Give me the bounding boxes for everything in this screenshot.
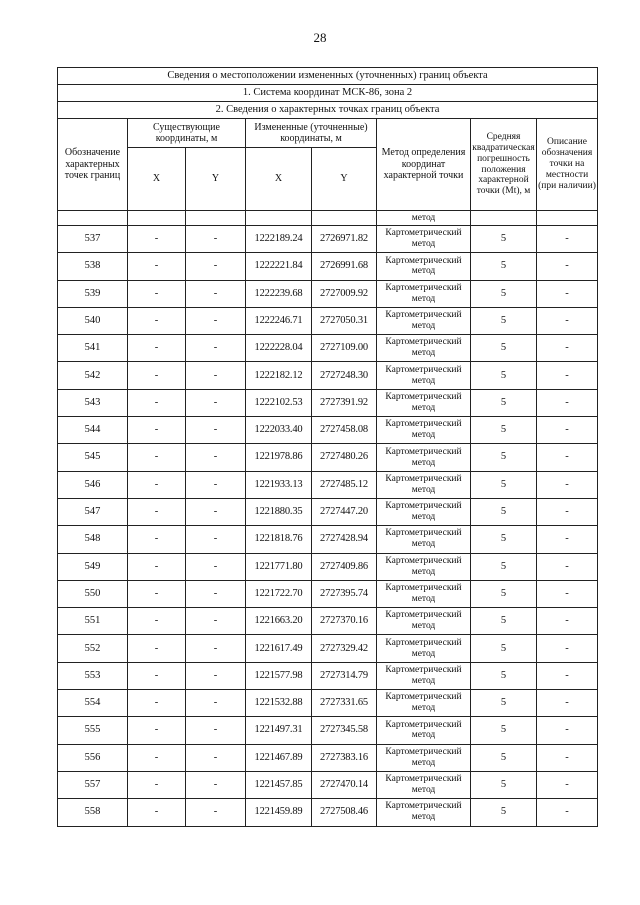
- description-cell: -: [537, 744, 598, 771]
- existing-x-cell: -: [128, 226, 186, 253]
- changed-x-cell: 1222033.40: [246, 417, 312, 444]
- existing-x-cell: -: [128, 799, 186, 826]
- table-row: [58, 799, 598, 826]
- header-point-id: Обозначение характерных точек границ: [58, 119, 128, 211]
- description-cell: -: [537, 771, 598, 798]
- changed-x-cell: 1222221.84: [246, 253, 312, 280]
- table-row: [58, 389, 598, 416]
- header-existing-y: Y: [186, 148, 246, 211]
- table-subsection: 2. Сведения о характерных точках границ объекта: [58, 102, 598, 119]
- changed-x-cell: 1221978.86: [246, 444, 312, 471]
- changed-y-cell: 2727331.65: [312, 690, 377, 717]
- table-row: [58, 662, 598, 689]
- accuracy-cell: 5: [471, 307, 537, 334]
- existing-y-cell: -: [186, 690, 246, 717]
- point-id-cell: 540: [58, 307, 128, 334]
- table-row: [58, 226, 598, 253]
- changed-y-cell: 2727248.30: [312, 362, 377, 389]
- point-id-cell: 551: [58, 608, 128, 635]
- table-row: [58, 553, 598, 580]
- method-cell: Картометрический метод: [377, 471, 471, 498]
- existing-y-cell: -: [186, 553, 246, 580]
- header-existing-coords: Существующие координаты, м: [128, 119, 246, 148]
- changed-x-cell: 1222228.04: [246, 335, 312, 362]
- accuracy-cell: 5: [471, 471, 537, 498]
- point-id-cell: 539: [58, 280, 128, 307]
- changed-x-cell: 1221617.49: [246, 635, 312, 662]
- point-id-cell: 546: [58, 471, 128, 498]
- changed-x-cell: 1221722.70: [246, 580, 312, 607]
- method-cell: Картометрический метод: [377, 307, 471, 334]
- changed-x-cell: 1221577.98: [246, 662, 312, 689]
- method-cell: Картометрический метод: [377, 389, 471, 416]
- method-cell: Картометрический метод: [377, 335, 471, 362]
- accuracy-cell: 5: [471, 444, 537, 471]
- description-cell: -: [537, 362, 598, 389]
- table-row: [58, 335, 598, 362]
- method-cell: Картометрический метод: [377, 717, 471, 744]
- table-row: [58, 771, 598, 798]
- description-cell: -: [537, 335, 598, 362]
- description-cell: -: [537, 526, 598, 553]
- description-cell: -: [537, 498, 598, 525]
- existing-x-cell: -: [128, 471, 186, 498]
- point-id-cell: 558: [58, 799, 128, 826]
- accuracy-cell: 5: [471, 362, 537, 389]
- changed-x-cell: 1222102.53: [246, 389, 312, 416]
- changed-y-cell: 2727345.58: [312, 717, 377, 744]
- table-row: [58, 580, 598, 607]
- point-id-cell: 549: [58, 553, 128, 580]
- changed-x-cell: 1222239.68: [246, 280, 312, 307]
- existing-y-cell: -: [186, 608, 246, 635]
- table-row: [58, 744, 598, 771]
- existing-y-cell: -: [186, 307, 246, 334]
- table-title: Сведения о местоположении измененных (уточненных) границ объекта: [58, 68, 598, 85]
- existing-x-cell: -: [128, 744, 186, 771]
- existing-y-cell: -: [186, 471, 246, 498]
- existing-x-cell: -: [128, 335, 186, 362]
- header-description: Описание обозначения точки на местности (при наличии): [537, 119, 598, 211]
- continuation-method: метод: [377, 211, 471, 226]
- header-method: Метод определения координат характерной точки: [377, 119, 471, 211]
- existing-x-cell: -: [128, 635, 186, 662]
- changed-y-cell: 2727508.46: [312, 799, 377, 826]
- coordinates-table: [57, 67, 598, 827]
- table-section: 1. Система координат МСК-86, зона 2: [58, 85, 598, 102]
- description-cell: -: [537, 799, 598, 826]
- method-cell: Картометрический метод: [377, 744, 471, 771]
- changed-y-cell: 2727109.00: [312, 335, 377, 362]
- method-cell: Картометрический метод: [377, 635, 471, 662]
- existing-x-cell: -: [128, 253, 186, 280]
- description-cell: -: [537, 471, 598, 498]
- accuracy-cell: 5: [471, 635, 537, 662]
- page-number: 28: [313, 30, 327, 45]
- point-id-cell: 554: [58, 690, 128, 717]
- accuracy-cell: 5: [471, 690, 537, 717]
- table-row: [58, 526, 598, 553]
- existing-y-cell: -: [186, 526, 246, 553]
- changed-y-cell: 2727480.26: [312, 444, 377, 471]
- table-row: [58, 253, 598, 280]
- table-row: [58, 362, 598, 389]
- description-cell: -: [537, 444, 598, 471]
- changed-y-cell: 2727009.92: [312, 280, 377, 307]
- changed-x-cell: 1222189.24: [246, 226, 312, 253]
- method-cell: Картометрический метод: [377, 362, 471, 389]
- method-cell: Картометрический метод: [377, 580, 471, 607]
- existing-x-cell: -: [128, 498, 186, 525]
- header-accuracy: Средняя квадратическая погрешность положения характерной точки (Mt), м: [471, 119, 537, 211]
- changed-y-cell: 2727458.08: [312, 417, 377, 444]
- description-cell: -: [537, 417, 598, 444]
- accuracy-cell: 5: [471, 280, 537, 307]
- accuracy-cell: 5: [471, 335, 537, 362]
- existing-y-cell: -: [186, 662, 246, 689]
- existing-y-cell: -: [186, 253, 246, 280]
- accuracy-cell: 5: [471, 526, 537, 553]
- description-cell: -: [537, 307, 598, 334]
- method-cell: Картометрический метод: [377, 526, 471, 553]
- changed-y-cell: 2727314.79: [312, 662, 377, 689]
- accuracy-cell: 5: [471, 580, 537, 607]
- description-cell: -: [537, 635, 598, 662]
- changed-y-cell: 2727470.14: [312, 771, 377, 798]
- header-changed-x: X: [246, 148, 312, 211]
- existing-y-cell: -: [186, 799, 246, 826]
- changed-x-cell: 1221818.76: [246, 526, 312, 553]
- changed-x-cell: 1221933.13: [246, 471, 312, 498]
- changed-y-cell: 2727370.16: [312, 608, 377, 635]
- table-row: [58, 608, 598, 635]
- accuracy-cell: 5: [471, 553, 537, 580]
- changed-x-cell: 1221467.89: [246, 744, 312, 771]
- point-id-cell: 552: [58, 635, 128, 662]
- existing-x-cell: -: [128, 526, 186, 553]
- existing-y-cell: -: [186, 444, 246, 471]
- table-row: [58, 717, 598, 744]
- existing-x-cell: -: [128, 771, 186, 798]
- changed-y-cell: 2727383.16: [312, 744, 377, 771]
- changed-y-cell: 2726991.68: [312, 253, 377, 280]
- changed-x-cell: 1222182.12: [246, 362, 312, 389]
- changed-y-cell: 2727329.42: [312, 635, 377, 662]
- accuracy-cell: 5: [471, 717, 537, 744]
- accuracy-cell: 5: [471, 662, 537, 689]
- changed-x-cell: 1221497.31: [246, 717, 312, 744]
- accuracy-cell: 5: [471, 389, 537, 416]
- existing-x-cell: -: [128, 362, 186, 389]
- accuracy-cell: 5: [471, 498, 537, 525]
- changed-x-cell: 1221532.88: [246, 690, 312, 717]
- table-row: [58, 471, 598, 498]
- existing-y-cell: -: [186, 389, 246, 416]
- method-cell: Картометрический метод: [377, 280, 471, 307]
- changed-x-cell: 1221663.20: [246, 608, 312, 635]
- point-id-cell: 555: [58, 717, 128, 744]
- accuracy-cell: 5: [471, 744, 537, 771]
- existing-y-cell: -: [186, 580, 246, 607]
- changed-y-cell: 2727485.12: [312, 471, 377, 498]
- existing-x-cell: -: [128, 717, 186, 744]
- existing-x-cell: -: [128, 307, 186, 334]
- changed-x-cell: 1221457.85: [246, 771, 312, 798]
- point-id-cell: 556: [58, 744, 128, 771]
- existing-x-cell: -: [128, 444, 186, 471]
- existing-y-cell: -: [186, 717, 246, 744]
- table-row: [58, 690, 598, 717]
- changed-y-cell: 2726971.82: [312, 226, 377, 253]
- description-cell: -: [537, 662, 598, 689]
- existing-y-cell: -: [186, 498, 246, 525]
- point-id-cell: 542: [58, 362, 128, 389]
- changed-x-cell: 1222246.71: [246, 307, 312, 334]
- continuation-row: [58, 211, 598, 226]
- existing-x-cell: -: [128, 280, 186, 307]
- existing-x-cell: -: [128, 662, 186, 689]
- header-existing-x: X: [128, 148, 186, 211]
- point-id-cell: 543: [58, 389, 128, 416]
- table-body: [58, 211, 598, 827]
- method-cell: Картометрический метод: [377, 226, 471, 253]
- description-cell: -: [537, 553, 598, 580]
- changed-y-cell: 2727428.94: [312, 526, 377, 553]
- accuracy-cell: 5: [471, 417, 537, 444]
- existing-y-cell: -: [186, 771, 246, 798]
- point-id-cell: 547: [58, 498, 128, 525]
- existing-x-cell: -: [128, 608, 186, 635]
- changed-y-cell: 2727409.86: [312, 553, 377, 580]
- table-row: [58, 498, 598, 525]
- point-id-cell: 537: [58, 226, 128, 253]
- point-id-cell: 553: [58, 662, 128, 689]
- existing-y-cell: -: [186, 635, 246, 662]
- accuracy-cell: 5: [471, 253, 537, 280]
- description-cell: -: [537, 717, 598, 744]
- description-cell: -: [537, 253, 598, 280]
- changed-y-cell: 2727391.92: [312, 389, 377, 416]
- changed-y-cell: 2727447.20: [312, 498, 377, 525]
- method-cell: Картометрический метод: [377, 608, 471, 635]
- point-id-cell: 550: [58, 580, 128, 607]
- existing-y-cell: -: [186, 362, 246, 389]
- existing-y-cell: -: [186, 417, 246, 444]
- method-cell: Картометрический метод: [377, 553, 471, 580]
- existing-y-cell: -: [186, 280, 246, 307]
- existing-x-cell: -: [128, 690, 186, 717]
- point-id-cell: 541: [58, 335, 128, 362]
- method-cell: Картометрический метод: [377, 498, 471, 525]
- description-cell: -: [537, 226, 598, 253]
- description-cell: -: [537, 389, 598, 416]
- changed-x-cell: 1221771.80: [246, 553, 312, 580]
- table-row: [58, 635, 598, 662]
- table-row: [58, 444, 598, 471]
- existing-y-cell: -: [186, 335, 246, 362]
- point-id-cell: 548: [58, 526, 128, 553]
- description-cell: -: [537, 690, 598, 717]
- accuracy-cell: 5: [471, 799, 537, 826]
- method-cell: Картометрический метод: [377, 771, 471, 798]
- existing-y-cell: -: [186, 226, 246, 253]
- method-cell: Картометрический метод: [377, 444, 471, 471]
- existing-x-cell: -: [128, 389, 186, 416]
- method-cell: Картометрический метод: [377, 417, 471, 444]
- table-row: [58, 307, 598, 334]
- changed-y-cell: 2727395.74: [312, 580, 377, 607]
- existing-x-cell: -: [128, 417, 186, 444]
- header-changed-y: Y: [312, 148, 377, 211]
- method-cell: Картометрический метод: [377, 253, 471, 280]
- header-changed-coords: Измененные (уточненные) координаты, м: [246, 119, 377, 148]
- description-cell: -: [537, 608, 598, 635]
- point-id-cell: 538: [58, 253, 128, 280]
- accuracy-cell: 5: [471, 608, 537, 635]
- changed-x-cell: 1221880.35: [246, 498, 312, 525]
- point-id-cell: 544: [58, 417, 128, 444]
- existing-y-cell: -: [186, 744, 246, 771]
- point-id-cell: 545: [58, 444, 128, 471]
- table-row: [58, 280, 598, 307]
- point-id-cell: 557: [58, 771, 128, 798]
- changed-y-cell: 2727050.31: [312, 307, 377, 334]
- changed-x-cell: 1221459.89: [246, 799, 312, 826]
- method-cell: Картометрический метод: [377, 662, 471, 689]
- table-row: [58, 417, 598, 444]
- accuracy-cell: 5: [471, 771, 537, 798]
- description-cell: -: [537, 280, 598, 307]
- accuracy-cell: 5: [471, 226, 537, 253]
- method-cell: Картометрический метод: [377, 799, 471, 826]
- description-cell: -: [537, 580, 598, 607]
- existing-x-cell: -: [128, 580, 186, 607]
- method-cell: Картометрический метод: [377, 690, 471, 717]
- existing-x-cell: -: [128, 553, 186, 580]
